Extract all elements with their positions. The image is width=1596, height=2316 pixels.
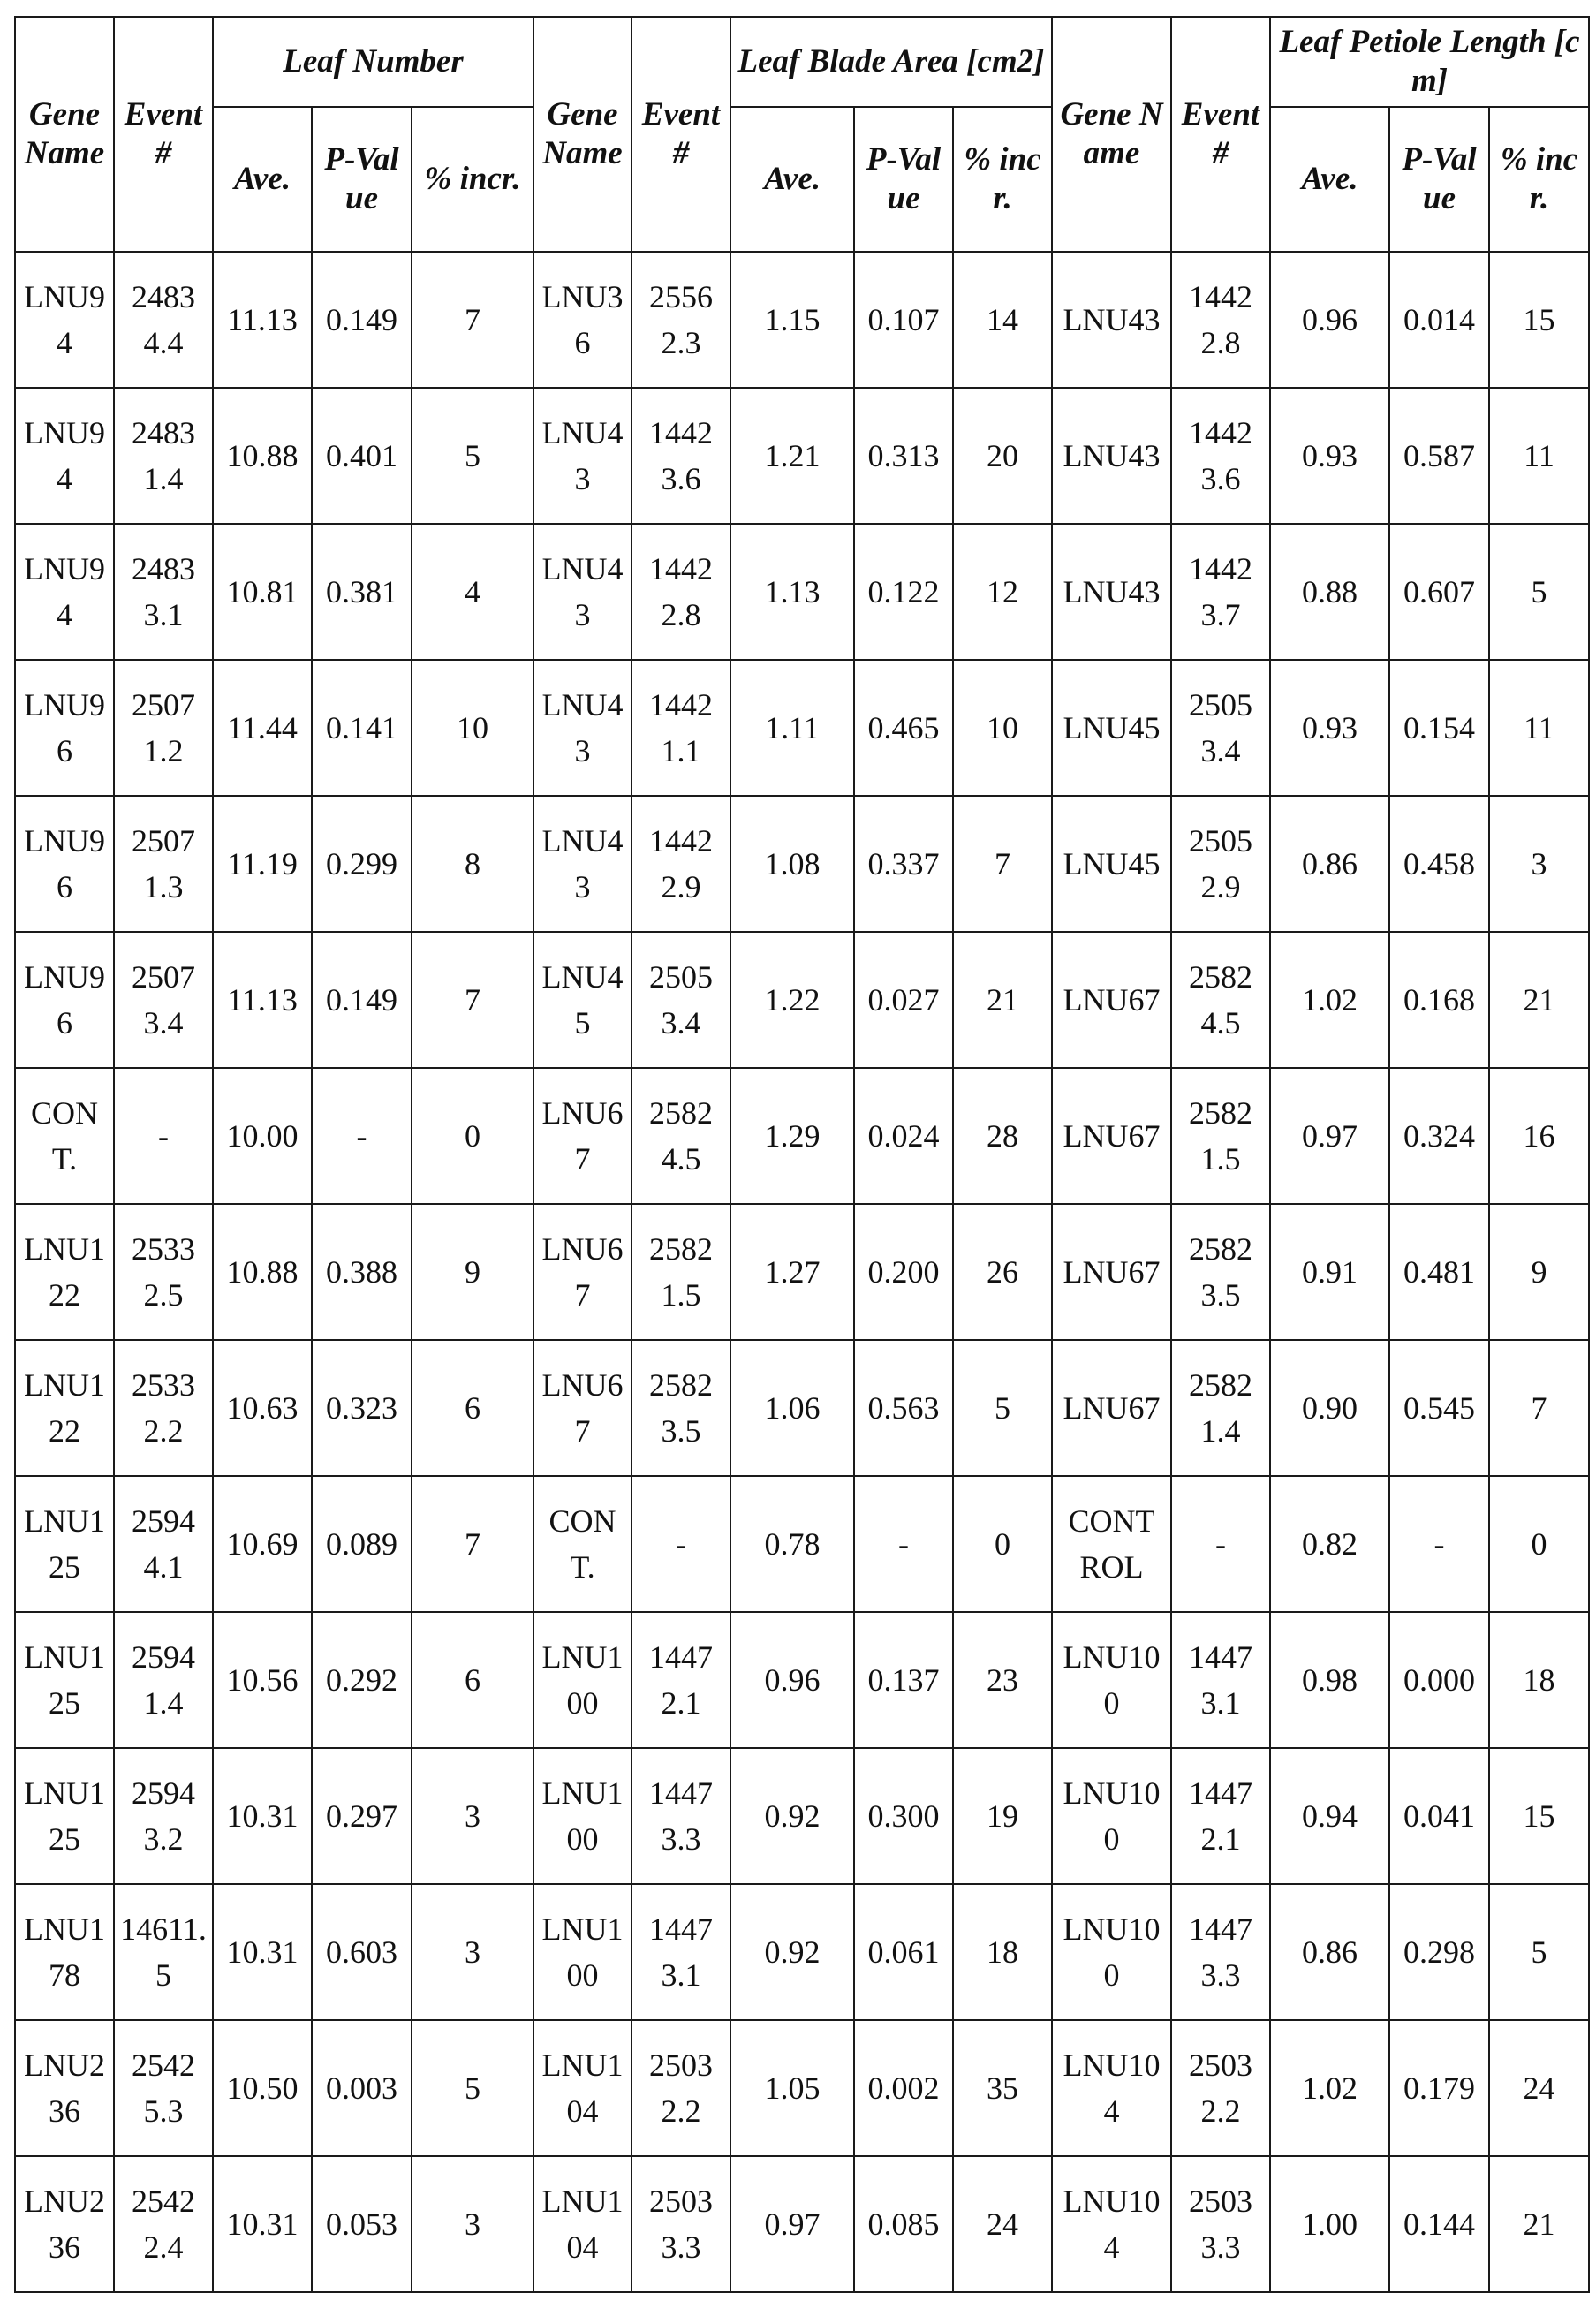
col-header-ave: Ave. (730, 107, 854, 252)
p-value-cell: 0.299 (312, 796, 412, 932)
gene-name-cell: LNU178 (15, 1884, 114, 2020)
gene-name-cell: LNU67 (1052, 1204, 1171, 1340)
col-header-percent-incr: % incr. (1489, 107, 1589, 252)
percent-increase-cell: 28 (953, 1068, 1052, 1204)
p-value-cell: 0.107 (854, 252, 953, 388)
average-cell: 0.98 (1270, 1612, 1389, 1748)
col-header-p-value: P-Value (312, 107, 412, 252)
percent-increase-cell: 0 (1489, 1476, 1589, 1612)
gene-name-cell: LNU45 (533, 932, 632, 1068)
gene-name-cell: LNU94 (15, 252, 114, 388)
gene-name-cell: LNU100 (1052, 1884, 1171, 2020)
average-cell: 10.88 (213, 1204, 312, 1340)
p-value-cell: 0.154 (1389, 660, 1489, 796)
col-header-gene-name: Gene Name (1052, 17, 1171, 252)
p-value-cell: 0.149 (312, 252, 412, 388)
gene-name-cell: LNU43 (1052, 388, 1171, 524)
average-cell: 1.06 (730, 1340, 854, 1476)
average-cell: 1.11 (730, 660, 854, 796)
table-body (15, 252, 1589, 2292)
average-cell: 1.21 (730, 388, 854, 524)
gene-name-cell: LNU104 (533, 2020, 632, 2156)
percent-increase-cell: 9 (412, 1204, 533, 1340)
p-value-cell: - (312, 1068, 412, 1204)
col-header-event: Event # (632, 17, 730, 252)
p-value-cell: 0.141 (312, 660, 412, 796)
p-value-cell: 0.061 (854, 1884, 953, 2020)
percent-increase-cell: 11 (1489, 388, 1589, 524)
gene-name-cell: LNU43 (533, 660, 632, 796)
percent-increase-cell: 3 (412, 2156, 533, 2292)
gene-name-cell: LNU67 (533, 1204, 632, 1340)
p-value-cell: 0.381 (312, 524, 412, 660)
table-row (15, 2156, 1589, 2292)
average-cell: 1.02 (1270, 2020, 1389, 2156)
percent-increase-cell: 5 (412, 388, 533, 524)
gene-name-cell: LNU125 (15, 1612, 114, 1748)
average-cell: 10.50 (213, 2020, 312, 2156)
table-row (15, 2020, 1589, 2156)
percent-increase-cell: 9 (1489, 1204, 1589, 1340)
gene-name-cell: LNU104 (533, 2156, 632, 2292)
average-cell: 0.93 (1270, 388, 1389, 524)
p-value-cell: 0.144 (1389, 2156, 1489, 2292)
average-cell: 1.27 (730, 1204, 854, 1340)
table-row (15, 252, 1589, 388)
percent-increase-cell: 12 (953, 524, 1052, 660)
table-row (15, 1748, 1589, 1884)
event-cell: 25071.3 (114, 796, 213, 932)
gene-name-cell: LNU100 (533, 1612, 632, 1748)
event-cell: 25332.2 (114, 1340, 213, 1476)
event-cell: 25821.5 (1171, 1068, 1270, 1204)
p-value-cell: 0.003 (312, 2020, 412, 2156)
col-header-percent-incr: % incr. (953, 107, 1052, 252)
average-cell: 10.56 (213, 1612, 312, 1748)
gene-name-cell: LNU104 (1052, 2020, 1171, 2156)
p-value-cell: 0.545 (1389, 1340, 1489, 1476)
event-cell: 25033.3 (632, 2156, 730, 2292)
event-cell: 14423.7 (1171, 524, 1270, 660)
p-value-cell: 0.458 (1389, 796, 1489, 932)
percent-increase-cell: 10 (953, 660, 1052, 796)
average-cell: 0.86 (1270, 1884, 1389, 2020)
average-cell: 0.97 (730, 2156, 854, 2292)
event-cell: - (114, 1068, 213, 1204)
event-cell: 25052.9 (1171, 796, 1270, 932)
p-value-cell: 0.563 (854, 1340, 953, 1476)
col-header-p-value: P-Value (1389, 107, 1489, 252)
percent-increase-cell: 8 (412, 796, 533, 932)
event-cell: 14472.1 (632, 1612, 730, 1748)
event-cell: 14611.5 (114, 1884, 213, 2020)
p-value-cell: - (854, 1476, 953, 1612)
average-cell: 0.86 (1270, 796, 1389, 932)
event-cell: 25053.4 (1171, 660, 1270, 796)
event-cell: 25941.4 (114, 1612, 213, 1748)
event-cell: 25824.5 (632, 1068, 730, 1204)
gene-name-cell: LNU43 (533, 796, 632, 932)
p-value-cell: 0.297 (312, 1748, 412, 1884)
event-cell: 25053.4 (632, 932, 730, 1068)
table-row (15, 1476, 1589, 1612)
p-value-cell: 0.465 (854, 660, 953, 796)
event-cell: 25073.4 (114, 932, 213, 1068)
percent-increase-cell: 19 (953, 1748, 1052, 1884)
average-cell: 1.05 (730, 2020, 854, 2156)
table-row (15, 660, 1589, 796)
p-value-cell: 0.607 (1389, 524, 1489, 660)
header-row-sub (15, 107, 1589, 252)
table-row (15, 1204, 1589, 1340)
gene-name-cell: LNU96 (15, 932, 114, 1068)
event-cell: 14422.8 (632, 524, 730, 660)
group-header-leaf-number: Leaf Number (213, 17, 533, 107)
event-cell: - (632, 1476, 730, 1612)
col-header-gene-name: Gene Name (533, 17, 632, 252)
p-value-cell: 0.300 (854, 1748, 953, 1884)
average-cell: 0.93 (1270, 660, 1389, 796)
p-value-cell: 0.002 (854, 2020, 953, 2156)
average-cell: 0.96 (1270, 252, 1389, 388)
percent-increase-cell: 5 (1489, 1884, 1589, 2020)
average-cell: 10.31 (213, 2156, 312, 2292)
average-cell: 10.63 (213, 1340, 312, 1476)
event-cell: 24831.4 (114, 388, 213, 524)
percent-increase-cell: 11 (1489, 660, 1589, 796)
average-cell: 1.08 (730, 796, 854, 932)
group-header-leaf-blade-area: Leaf Blade Area [cm2] (730, 17, 1052, 107)
average-cell: 1.00 (1270, 2156, 1389, 2292)
p-value-cell: 0.298 (1389, 1884, 1489, 2020)
p-value-cell: 0.027 (854, 932, 953, 1068)
gene-name-cell: LNU122 (15, 1340, 114, 1476)
group-header-leaf-petiole-length: Leaf Petiole Length [cm] (1270, 17, 1589, 107)
gene-name-cell: LNU67 (1052, 1068, 1171, 1204)
event-cell: 14473.1 (632, 1884, 730, 2020)
gene-name-cell: LNU100 (1052, 1612, 1171, 1748)
average-cell: 1.02 (1270, 932, 1389, 1068)
gene-name-cell: LNU36 (533, 252, 632, 388)
average-cell: 0.91 (1270, 1204, 1389, 1340)
p-value-cell: 0.481 (1389, 1204, 1489, 1340)
average-cell: 10.31 (213, 1748, 312, 1884)
p-value-cell: 0.000 (1389, 1612, 1489, 1748)
event-cell: 25562.3 (632, 252, 730, 388)
gene-name-cell: LNU67 (533, 1068, 632, 1204)
average-cell: 1.22 (730, 932, 854, 1068)
event-cell: 25821.5 (632, 1204, 730, 1340)
event-cell: 25824.5 (1171, 932, 1270, 1068)
average-cell: 1.29 (730, 1068, 854, 1204)
average-cell: 10.00 (213, 1068, 312, 1204)
percent-increase-cell: 15 (1489, 252, 1589, 388)
gene-name-cell: LNU236 (15, 2020, 114, 2156)
table-row (15, 932, 1589, 1068)
percent-increase-cell: 7 (412, 252, 533, 388)
gene-name-cell: LNU43 (533, 524, 632, 660)
average-cell: 0.88 (1270, 524, 1389, 660)
percent-increase-cell: 6 (412, 1340, 533, 1476)
gene-name-cell: CONT. (15, 1068, 114, 1204)
percent-increase-cell: 7 (412, 1476, 533, 1612)
percent-increase-cell: 7 (412, 932, 533, 1068)
event-cell: 25425.3 (114, 2020, 213, 2156)
p-value-cell: 0.337 (854, 796, 953, 932)
average-cell: 10.69 (213, 1476, 312, 1612)
average-cell: 0.96 (730, 1612, 854, 1748)
average-cell: 0.92 (730, 1748, 854, 1884)
gene-name-cell: LNU100 (533, 1748, 632, 1884)
percent-increase-cell: 0 (412, 1068, 533, 1204)
event-cell: 25821.4 (1171, 1340, 1270, 1476)
p-value-cell: 0.053 (312, 2156, 412, 2292)
header-row-top (15, 17, 1589, 107)
percent-increase-cell: 20 (953, 388, 1052, 524)
percent-increase-cell: 21 (1489, 2156, 1589, 2292)
gene-name-cell: LNU67 (1052, 1340, 1171, 1476)
event-cell: 25823.5 (1171, 1204, 1270, 1340)
event-cell: 25943.2 (114, 1748, 213, 1884)
event-cell: 25033.3 (1171, 2156, 1270, 2292)
gene-name-cell: LNU67 (533, 1340, 632, 1476)
table-row (15, 1612, 1589, 1748)
gene-name-cell: LNU43 (1052, 524, 1171, 660)
event-cell: 24834.4 (114, 252, 213, 388)
p-value-cell: 0.603 (312, 1884, 412, 2020)
average-cell: 11.19 (213, 796, 312, 932)
gene-name-cell: LNU43 (533, 388, 632, 524)
p-value-cell: 0.587 (1389, 388, 1489, 524)
gene-name-cell: LNU96 (15, 796, 114, 932)
table-row (15, 1884, 1589, 2020)
average-cell: 1.15 (730, 252, 854, 388)
p-value-cell: 0.388 (312, 1204, 412, 1340)
p-value-cell: 0.313 (854, 388, 953, 524)
percent-increase-cell: 23 (953, 1612, 1052, 1748)
event-cell: - (1171, 1476, 1270, 1612)
event-cell: 14423.6 (632, 388, 730, 524)
p-value-cell: - (1389, 1476, 1489, 1612)
p-value-cell: 0.292 (312, 1612, 412, 1748)
col-header-p-value: P-Value (854, 107, 953, 252)
average-cell: 0.92 (730, 1884, 854, 2020)
gene-name-cell: LNU96 (15, 660, 114, 796)
p-value-cell: 0.200 (854, 1204, 953, 1340)
p-value-cell: 0.149 (312, 932, 412, 1068)
percent-increase-cell: 5 (1489, 524, 1589, 660)
results-table (14, 16, 1590, 2293)
event-cell: 25032.2 (632, 2020, 730, 2156)
average-cell: 10.31 (213, 1884, 312, 2020)
event-cell: 25823.5 (632, 1340, 730, 1476)
p-value-cell: 0.041 (1389, 1748, 1489, 1884)
p-value-cell: 0.024 (854, 1068, 953, 1204)
p-value-cell: 0.179 (1389, 2020, 1489, 2156)
gene-name-cell: LNU125 (15, 1476, 114, 1612)
event-cell: 14472.1 (1171, 1748, 1270, 1884)
event-cell: 14422.9 (632, 796, 730, 932)
event-cell: 14421.1 (632, 660, 730, 796)
gene-name-cell: LNU125 (15, 1748, 114, 1884)
average-cell: 0.90 (1270, 1340, 1389, 1476)
percent-increase-cell: 5 (953, 1340, 1052, 1476)
percent-increase-cell: 16 (1489, 1068, 1589, 1204)
percent-increase-cell: 24 (1489, 2020, 1589, 2156)
average-cell: 0.78 (730, 1476, 854, 1612)
gene-name-cell: LNU122 (15, 1204, 114, 1340)
average-cell: 1.13 (730, 524, 854, 660)
percent-increase-cell: 4 (412, 524, 533, 660)
col-header-ave: Ave. (213, 107, 312, 252)
percent-increase-cell: 15 (1489, 1748, 1589, 1884)
percent-increase-cell: 35 (953, 2020, 1052, 2156)
percent-increase-cell: 14 (953, 252, 1052, 388)
event-cell: 14473.3 (632, 1748, 730, 1884)
gene-name-cell: LNU45 (1052, 660, 1171, 796)
event-cell: 14422.8 (1171, 252, 1270, 388)
gene-name-cell: LNU94 (15, 388, 114, 524)
percent-increase-cell: 24 (953, 2156, 1052, 2292)
p-value-cell: 0.014 (1389, 252, 1489, 388)
col-header-ave: Ave. (1270, 107, 1389, 252)
table-row (15, 524, 1589, 660)
p-value-cell: 0.168 (1389, 932, 1489, 1068)
col-header-event: Event # (114, 17, 213, 252)
gene-name-cell: LNU100 (533, 1884, 632, 2020)
percent-increase-cell: 3 (412, 1884, 533, 2020)
p-value-cell: 0.324 (1389, 1068, 1489, 1204)
table-row (15, 388, 1589, 524)
percent-increase-cell: 7 (1489, 1340, 1589, 1476)
percent-increase-cell: 0 (953, 1476, 1052, 1612)
average-cell: 0.97 (1270, 1068, 1389, 1204)
percent-increase-cell: 6 (412, 1612, 533, 1748)
percent-increase-cell: 18 (953, 1884, 1052, 2020)
percent-increase-cell: 3 (412, 1748, 533, 1884)
table-row (15, 1068, 1589, 1204)
table-header (15, 17, 1589, 252)
average-cell: 11.44 (213, 660, 312, 796)
percent-increase-cell: 18 (1489, 1612, 1589, 1748)
percent-increase-cell: 7 (953, 796, 1052, 932)
p-value-cell: 0.085 (854, 2156, 953, 2292)
average-cell: 11.13 (213, 932, 312, 1068)
average-cell: 10.81 (213, 524, 312, 660)
gene-name-cell: LNU236 (15, 2156, 114, 2292)
gene-name-cell: CONTROL (1052, 1476, 1171, 1612)
percent-increase-cell: 3 (1489, 796, 1589, 932)
p-value-cell: 0.122 (854, 524, 953, 660)
table-row (15, 1340, 1589, 1476)
average-cell: 0.94 (1270, 1748, 1389, 1884)
event-cell: 14473.1 (1171, 1612, 1270, 1748)
gene-name-cell: LNU43 (1052, 252, 1171, 388)
col-header-gene-name: Gene Name (15, 17, 114, 252)
gene-name-cell: LNU45 (1052, 796, 1171, 932)
event-cell: 25422.4 (114, 2156, 213, 2292)
percent-increase-cell: 21 (1489, 932, 1589, 1068)
gene-name-cell: LNU94 (15, 524, 114, 660)
event-cell: 14423.6 (1171, 388, 1270, 524)
p-value-cell: 0.323 (312, 1340, 412, 1476)
gene-name-cell: LNU104 (1052, 2156, 1171, 2292)
col-header-event: Event # (1171, 17, 1270, 252)
event-cell: 25944.1 (114, 1476, 213, 1612)
event-cell: 25032.2 (1171, 2020, 1270, 2156)
percent-increase-cell: 21 (953, 932, 1052, 1068)
average-cell: 0.82 (1270, 1476, 1389, 1612)
average-cell: 10.88 (213, 388, 312, 524)
gene-name-cell: LNU100 (1052, 1748, 1171, 1884)
average-cell: 11.13 (213, 252, 312, 388)
event-cell: 25071.2 (114, 660, 213, 796)
percent-increase-cell: 26 (953, 1204, 1052, 1340)
table-row (15, 796, 1589, 932)
p-value-cell: 0.401 (312, 388, 412, 524)
percent-increase-cell: 10 (412, 660, 533, 796)
gene-name-cell: CONT. (533, 1476, 632, 1612)
gene-name-cell: LNU67 (1052, 932, 1171, 1068)
p-value-cell: 0.089 (312, 1476, 412, 1612)
percent-increase-cell: 5 (412, 2020, 533, 2156)
event-cell: 24833.1 (114, 524, 213, 660)
p-value-cell: 0.137 (854, 1612, 953, 1748)
event-cell: 25332.5 (114, 1204, 213, 1340)
event-cell: 14473.3 (1171, 1884, 1270, 2020)
col-header-percent-incr: % incr. (412, 107, 533, 252)
